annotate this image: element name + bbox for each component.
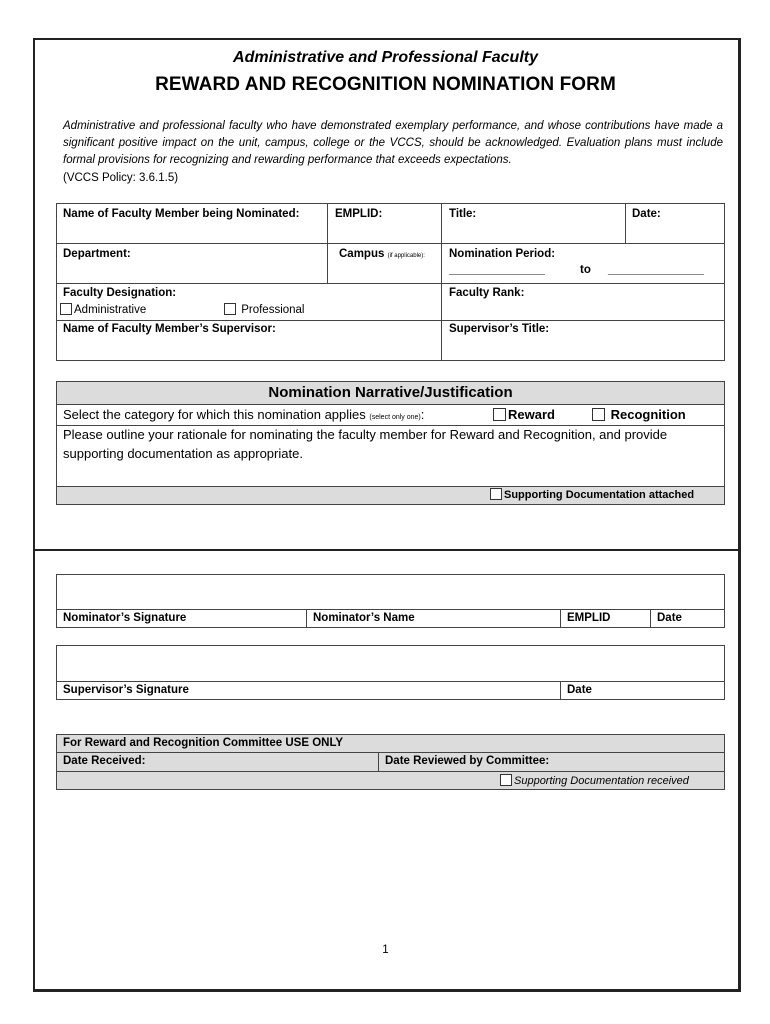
recognition-option[interactable]	[592, 407, 686, 422]
campus-note: (if applicable):	[387, 253, 425, 259]
nominator-name-label: Nominator’s Name	[313, 612, 415, 624]
narrative-header: Nomination Narrative/Justification	[268, 384, 513, 401]
row-divider	[56, 681, 725, 682]
page-number: 1	[382, 944, 389, 956]
row-divider	[56, 283, 725, 284]
supporting-doc-attached-label: Supporting Documentation attached	[504, 489, 695, 501]
narrative-instructions-line1: Please outline your rationale for nominating the faculty member for Reward and Recognition, and provide	[63, 427, 668, 442]
date-received-field[interactable]: Date Received:	[63, 755, 146, 767]
nominee-name-field[interactable]: Name of Faculty Member being Nominated:	[63, 208, 300, 220]
faculty-rank-field[interactable]: Faculty Rank:	[449, 287, 525, 299]
column-divider	[560, 609, 561, 628]
intro-paragraph: Administrative and professional faculty who have demonstrated exemplary performance, and whose contributions have made a significant positive impact on the unit, campus, college or the VCCS, should be acknowledged. Evaluation plans must include formal provisions for recognizing and rewarding performance that exceeds expectations.	[63, 120, 723, 166]
nominator-signature-label: Nominator’s Signature	[63, 612, 187, 624]
row-divider	[56, 486, 725, 487]
row-divider	[56, 425, 725, 426]
administrative-label: Administrative	[74, 304, 147, 316]
reward-label: Reward	[508, 407, 555, 422]
period-start-field[interactable]: _______________	[449, 264, 545, 276]
row-divider	[56, 243, 725, 244]
column-divider	[441, 203, 442, 361]
select-colon: :	[420, 407, 425, 422]
professional-option[interactable]	[224, 303, 305, 316]
recognition-label: Recognition	[610, 407, 686, 422]
column-divider	[378, 752, 379, 771]
supervisor-signature-label: Supervisor’s Signature	[63, 684, 189, 696]
select-note: (select only one)	[369, 414, 421, 421]
date-reviewed-field[interactable]: Date Reviewed by Committee:	[385, 755, 550, 767]
administrative-checkbox[interactable]	[60, 303, 72, 315]
section-divider	[33, 549, 741, 551]
row-divider	[56, 752, 725, 753]
nominee-emplid-field[interactable]: EMPLID:	[335, 208, 383, 220]
reward-option[interactable]	[493, 407, 555, 422]
period-to-label: to	[580, 264, 591, 276]
supporting-doc-received-checkbox[interactable]	[500, 774, 512, 786]
faculty-designation-label: Faculty Designation:	[63, 287, 177, 299]
column-divider	[625, 203, 626, 243]
row-divider	[56, 320, 725, 321]
nominator-date-label: Date	[657, 612, 682, 624]
narrative-instructions-line2: supporting documentation as appropriate.	[63, 446, 303, 461]
campus-field[interactable]	[339, 248, 425, 260]
row-divider	[56, 609, 725, 610]
category-select-text	[63, 407, 424, 422]
nominee-date-field[interactable]: Date:	[632, 208, 661, 220]
committee-header: For Reward and Recognition Committee USE ONLY	[63, 737, 344, 749]
supporting-doc-received-label: Supporting Documentation received	[514, 775, 689, 787]
supporting-doc-received-option[interactable]	[500, 774, 689, 787]
row-divider	[56, 771, 725, 772]
column-divider	[650, 609, 651, 628]
professional-label: Professional	[241, 304, 305, 316]
period-end-field[interactable]: _______________	[608, 264, 704, 276]
campus-label: Campus	[339, 248, 385, 260]
category-select-label: Select the category for which this nomination applies	[63, 407, 366, 422]
form-title: REWARD AND RECOGNITION NOMINATION FORM	[155, 74, 616, 95]
nominee-title-field[interactable]: Title:	[449, 208, 477, 220]
reward-checkbox[interactable]	[493, 408, 506, 421]
row-divider	[56, 404, 725, 405]
nomination-period-label: Nomination Period:	[449, 248, 556, 260]
column-divider	[560, 681, 561, 700]
nominator-emplid-label: EMPLID	[567, 612, 611, 624]
supporting-doc-attached-checkbox[interactable]	[490, 488, 502, 500]
department-field[interactable]: Department:	[63, 248, 131, 260]
supporting-doc-attached-option[interactable]	[490, 488, 694, 501]
administrative-option[interactable]	[60, 303, 146, 316]
recognition-checkbox[interactable]	[592, 408, 605, 421]
form-subtitle: Administrative and Professional Faculty	[233, 49, 538, 66]
column-divider	[327, 203, 328, 283]
professional-checkbox[interactable]	[224, 303, 236, 315]
supervisor-date-label: Date	[567, 684, 592, 696]
supervisor-title-field[interactable]: Supervisor’s Title:	[449, 323, 550, 335]
policy-reference: (VCCS Policy: 3.6.1.5)	[63, 172, 179, 184]
column-divider	[306, 609, 307, 628]
supervisor-name-field[interactable]: Name of Faculty Member’s Supervisor:	[63, 323, 276, 335]
